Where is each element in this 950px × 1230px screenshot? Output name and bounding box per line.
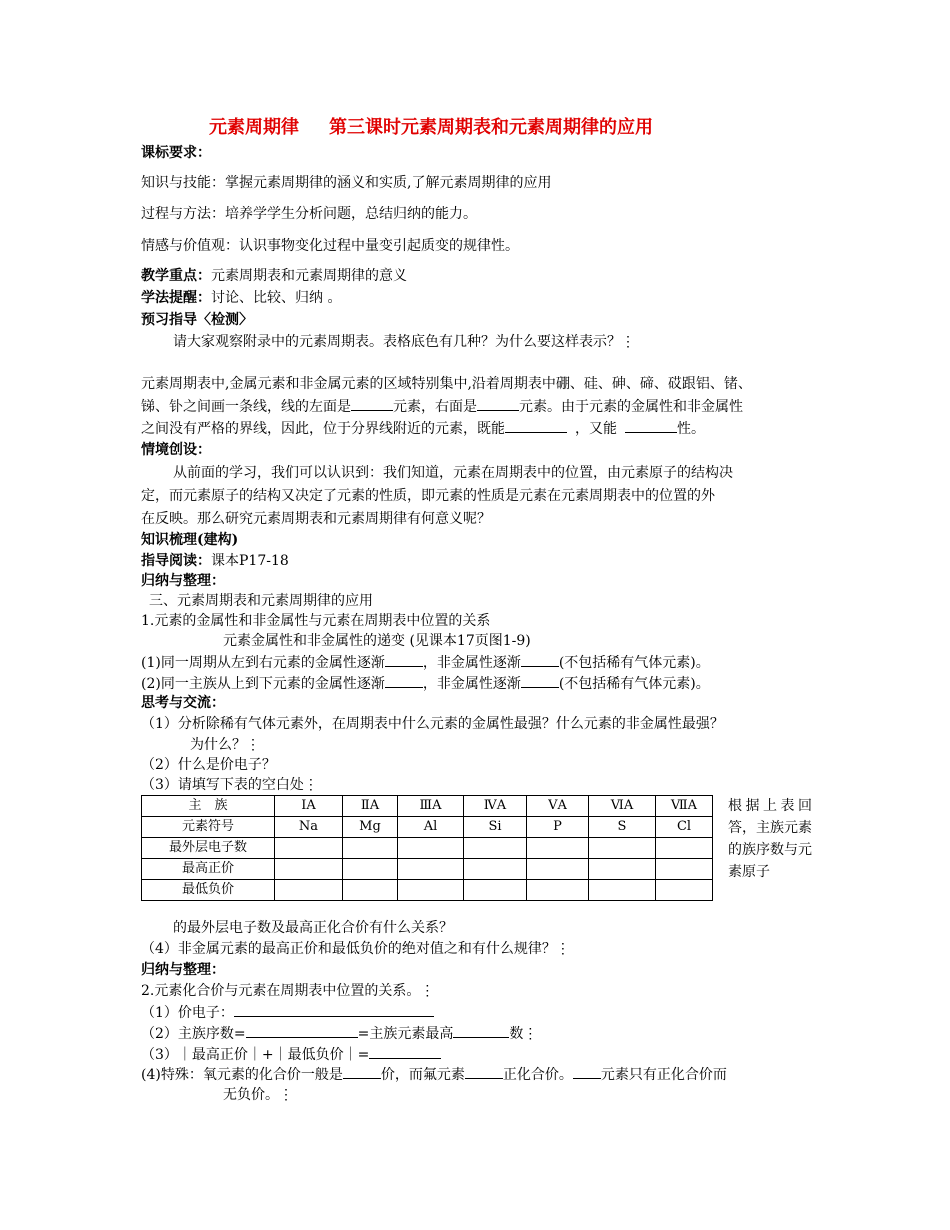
teaching-focus — [141, 266, 407, 286]
para1-text-f: 性。 — [677, 421, 705, 437]
table-row — [142, 880, 713, 901]
table-cell: 元素符号 — [142, 817, 275, 838]
table-cell: Si — [464, 817, 527, 838]
s4-text-a: (4)特殊：氧元素的化合价一般是 — [141, 1067, 343, 1083]
summary-heading: 归纳与整理： — [141, 573, 225, 589]
think-heading: 思考与交流： — [141, 695, 225, 711]
para1-text-b: 元素，右面是 — [393, 399, 477, 415]
s1-text: （1）价电子： — [141, 1005, 234, 1021]
s2-text-c: 数⋮ — [509, 1026, 538, 1042]
item1-text-a: (1)同一周期从左到右元素的金属性逐渐 — [141, 655, 385, 671]
blank-both-1[interactable] — [505, 418, 567, 433]
table-blank-cell[interactable] — [275, 880, 343, 901]
table-blank-cell[interactable] — [275, 859, 343, 880]
guided-reading — [141, 551, 289, 571]
table-blank-cell[interactable] — [398, 859, 464, 880]
table-blank-cell[interactable] — [343, 880, 398, 901]
question-3: （3）请填写下表的空白处⋮ — [141, 777, 318, 793]
method-label: 学法提醒： — [141, 290, 211, 306]
table-cell: Mg — [343, 817, 398, 838]
s4-text-d: 元素只有正化合价而 — [600, 1067, 727, 1083]
blank-element[interactable] — [573, 1064, 601, 1079]
item2-text-a: (2)同一主族从上到下元素的金属性逐渐 — [141, 676, 385, 692]
table-cell: ⅡA — [343, 796, 398, 817]
table-blank-cell[interactable] — [527, 838, 589, 859]
para1-text-e: ，又能 — [575, 421, 617, 437]
req-process: 过程与方法：培养学学生分析问题，总结归纳的能力。 — [141, 206, 477, 222]
table-blank-cell[interactable] — [464, 880, 527, 901]
question-2: （2）什么是价电子？ — [141, 757, 276, 773]
title-part2: 第三课时元素周期表和元素周期律的应用 — [329, 117, 653, 138]
study-method — [141, 288, 341, 308]
blank-group-metal[interactable] — [385, 673, 423, 688]
table-cell: 最高正价 — [142, 859, 275, 880]
question-4: （4）非金属元素的最高正价和最低负价的绝对值之和有什么规律？⋮ — [141, 941, 570, 957]
knowledge-heading: 知识梳理(建构) — [141, 532, 239, 548]
focus-text: 元素周期表和元素周期律的意义 — [211, 268, 407, 284]
table-cell: ⅤA — [527, 796, 589, 817]
table-cell: P — [527, 817, 589, 838]
blank-oxygen[interactable] — [343, 1064, 381, 1079]
scene-heading: 情境创设： — [141, 442, 211, 458]
req-emotion: 情感与价值观：认识事物变化过程中量变引起质变的规律性。 — [141, 238, 519, 254]
para1-line1: 元素周期表中,金属元素和非金属元素的区域特别集中,沿着周期表中硼、硅、砷、碲、砹跟铝、锗、 — [141, 376, 752, 392]
table-blank-cell[interactable] — [589, 859, 656, 880]
method-text: 讨论、比较、归纳 。 — [211, 290, 342, 306]
summary-item-1 — [141, 1002, 434, 1023]
table-cell: ⅢA — [398, 796, 464, 817]
table-row — [142, 817, 713, 838]
table-blank-cell[interactable] — [343, 838, 398, 859]
item1-text-b: ，非金属性逐渐 — [422, 655, 521, 671]
item2-text-b: ，非金属性逐渐 — [422, 676, 521, 692]
item2-text-c: (不包括稀有气体元素)。 — [558, 676, 710, 692]
reading-label: 指导阅读： — [141, 553, 211, 569]
table-cell: ⅣA — [464, 796, 527, 817]
table-blank-cell[interactable] — [464, 838, 527, 859]
table-blank-cell[interactable] — [656, 859, 713, 880]
table-cell: ⅥA — [589, 796, 656, 817]
summary-item-3 — [141, 1044, 441, 1065]
summary2-heading: 归纳与整理： — [141, 962, 225, 978]
after-table-text: 的最外层电子数及最高正化合价有什么关系？ — [173, 920, 453, 936]
element-table — [141, 795, 713, 901]
summary-item-2 — [141, 1023, 537, 1044]
para1-text-c: 元素。由于元素的金属性和非金属性 — [519, 399, 743, 415]
title-part1: 元素周期律 — [209, 117, 299, 138]
scene-line2: 定，而元素原子的结构又决定了元素的性质，即元素的性质是元素在元素周期表中的位置的外 — [141, 488, 715, 504]
table-cell: Al — [398, 817, 464, 838]
table-blank-cell[interactable] — [527, 880, 589, 901]
blank-highest[interactable] — [453, 1023, 509, 1038]
table-blank-cell[interactable] — [656, 838, 713, 859]
section-2-title: 2.元素化合价与元素在周期表中位置的关系。⋮ — [141, 983, 435, 999]
s4-text-c: 正化合价。 — [502, 1067, 573, 1083]
table-header-row — [142, 796, 713, 817]
table-cell: Na — [275, 817, 343, 838]
focus-label: 教学重点： — [141, 268, 211, 284]
req-knowledge: 知识与技能：掌握元素周期律的涵义和实质,了解元素周期律的应用 — [141, 175, 552, 191]
table-blank-cell[interactable] — [656, 880, 713, 901]
table-blank-cell[interactable] — [527, 859, 589, 880]
page-title — [209, 116, 653, 140]
table-cell: 最外层电子数 — [142, 838, 275, 859]
preview-heading: 预习指导〈检测〉 — [141, 312, 253, 328]
blank-period-metal[interactable] — [385, 652, 423, 667]
item-2 — [141, 673, 710, 694]
table-row — [142, 838, 713, 859]
para1-text-d: 之间没有严格的界线，因此，位于分界线附近的元素，既能 — [141, 421, 505, 437]
blank-left-of-line[interactable] — [351, 396, 393, 411]
blank-sum[interactable] — [369, 1044, 441, 1059]
reading-text: 课本P17-18 — [211, 553, 289, 569]
s2-text-a: （2）主族序数= — [141, 1026, 246, 1042]
s3-text: （3）｜最高正价｜+｜最低负价｜= — [141, 1047, 370, 1063]
table-cell: 最低负价 — [142, 880, 275, 901]
para1-text-a: 锑、钋之间画一条线，线的左面是 — [141, 399, 351, 415]
table-cell: Cl — [656, 817, 713, 838]
preview-question: 请大家观察附录中的元素周期表。表格底色有几种？为什么要这样表示？⋮ — [173, 334, 635, 350]
table-blank-cell[interactable] — [589, 880, 656, 901]
blank-both-2[interactable] — [625, 418, 677, 433]
blank-group-nonmetal[interactable] — [521, 673, 559, 688]
table-blank-cell[interactable] — [343, 859, 398, 880]
table-cell: ⅠA — [275, 796, 343, 817]
s2-text-b: =主族元素最高 — [357, 1026, 454, 1042]
item1-text-c: (不包括稀有气体元素)。 — [558, 655, 710, 671]
table-blank-cell[interactable] — [275, 838, 343, 859]
table-blank-cell[interactable] — [464, 859, 527, 880]
table-cell: ⅦA — [656, 796, 713, 817]
table-cell: 主 族 — [142, 796, 275, 817]
summary-item-4-cont: 无负价。⋮ — [223, 1087, 293, 1103]
blank-fluorine[interactable] — [465, 1064, 503, 1079]
table-blank-cell[interactable] — [398, 838, 464, 859]
scene-line1: 从前面的学习，我们可以认识到：我们知道，元素在周期表中的位置，由元素原子的结构决 — [173, 465, 733, 481]
para1-line3 — [141, 418, 705, 439]
question-1-cont: 为什么？⋮ — [190, 737, 260, 753]
section-1-title: 1.元素的金属性和非金属性与元素在周期表中位置的关系 — [141, 613, 491, 629]
table-cell: S — [589, 817, 656, 838]
item-1 — [141, 652, 710, 673]
scene-line3: 在反映。那么研究元素周期表和元素周期律有何意义呢？ — [141, 511, 491, 527]
table-blank-cell[interactable] — [589, 838, 656, 859]
section-3-title: 三、元素周期表和元素周期律的应用 — [149, 593, 373, 609]
req-heading: 课标要求： — [141, 145, 211, 161]
table-row — [142, 859, 713, 880]
blank-right-of-line[interactable] — [477, 396, 519, 411]
s4-text-b: 价，而氟元素 — [380, 1067, 465, 1083]
summary-item-4 — [141, 1064, 727, 1085]
blank-period-nonmetal[interactable] — [521, 652, 559, 667]
blank-group-number[interactable] — [246, 1023, 358, 1038]
table-blank-cell[interactable] — [398, 880, 464, 901]
para1-line2 — [141, 396, 743, 417]
question-1: （1）分析除稀有气体元素外，在周期表中什么元素的金属性最强？什么元素的非金属性最强？ — [141, 716, 724, 732]
section-1-subtitle: 元素金属性和非金属性的递变 (见课本17页图1-9) — [223, 633, 531, 649]
blank-valence-electron[interactable] — [234, 1002, 434, 1017]
side-note: 根据上表回答，主族元素的族序数与元素原子 — [728, 798, 812, 880]
